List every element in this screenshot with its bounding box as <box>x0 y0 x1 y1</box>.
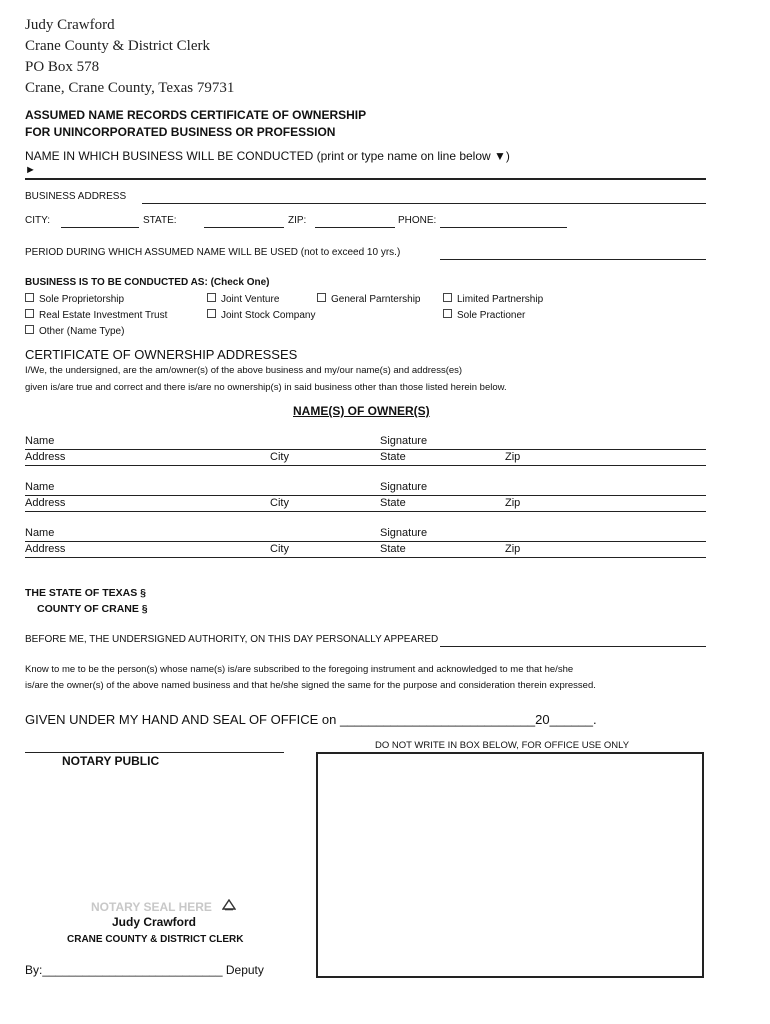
option-sole-proprietorship[interactable]: Sole Proprietorship <box>25 293 124 305</box>
certificate-text-1: I/We, the undersigned, are the am/owner(s) of the above business and my/our name(s) and address(es) <box>25 365 463 376</box>
owner-name-label: Name <box>25 481 55 493</box>
state-label: STATE: <box>143 215 177 226</box>
business-address-line[interactable] <box>142 203 706 204</box>
appeared-line[interactable] <box>440 646 706 647</box>
state-of-texas: THE STATE OF TEXAS § <box>25 587 146 599</box>
form-title-line2: FOR UNINCORPORATED BUSINESS OR PROFESSION <box>25 125 336 139</box>
office-use-box <box>316 752 704 978</box>
certificate-text-2: given is/are true and correct and there is/are no ownership(s) in said business other than those listed herein below. <box>25 382 507 393</box>
owner-city-label: City <box>270 497 289 509</box>
owner-zip-label: Zip <box>505 451 521 463</box>
owner-zip-label: Zip <box>505 497 521 509</box>
office-use-label: DO NOT WRITE IN BOX BELOW, FOR OFFICE USE ONLY <box>375 740 630 751</box>
checkbox-icon[interactable] <box>317 293 326 302</box>
owner-name-line[interactable] <box>25 449 706 450</box>
acknowledgement-line-2: is/are the owner(s) of the above named business and that he/she signed the same for the purpose and consideration therein expressed. <box>25 680 596 691</box>
signer-title: CRANE COUNTY & DISTRICT CLERK <box>67 934 244 945</box>
option-other[interactable]: Other (Name Type) <box>25 325 124 337</box>
acknowledgement-line-1: Know to me to be the person(s) whose name(s) is/are subscribed to the foregoing instrument and acknowledged to me that he/she <box>25 664 574 675</box>
checkbox-icon[interactable] <box>207 309 216 318</box>
clerk-office: Crane County & District Clerk <box>25 38 210 54</box>
period-line[interactable] <box>440 259 706 260</box>
owner-address-label: Address <box>25 497 66 509</box>
signer-name: Judy Crawford <box>112 915 197 929</box>
option-sole-practioner[interactable]: Sole Practioner <box>443 309 525 321</box>
owner-name-line[interactable] <box>25 495 706 496</box>
owner-name-line[interactable] <box>25 541 706 542</box>
phone-line[interactable] <box>440 227 567 228</box>
zip-label: ZIP: <box>288 215 307 226</box>
seal-triangle-icon <box>222 898 236 916</box>
owner-address-line[interactable] <box>25 557 706 558</box>
business-name-label: NAME IN WHICH BUSINESS WILL BE CONDUCTED (print or type name on line below ▼) <box>25 149 510 163</box>
owner-city-label: City <box>270 543 289 555</box>
given-under-hand[interactable]: GIVEN UNDER MY HAND AND SEAL OF OFFICE on ___________________________20______. <box>25 712 597 727</box>
notary-signature-line[interactable] <box>25 752 284 753</box>
option-limited-partnership[interactable]: Limited Partnership <box>443 293 543 305</box>
before-me-text: BEFORE ME, THE UNDERSIGNED AUTHORITY, ON THIS DAY PERSONALLY APPEARED <box>25 634 439 645</box>
owner-city-label: City <box>270 451 289 463</box>
period-label: PERIOD DURING WHICH ASSUMED NAME WILL BE USED (not to exceed 10 yrs.) <box>25 247 401 258</box>
certificate-heading: CERTIFICATE OF OWNERSHIP ADDRESSES <box>25 347 298 362</box>
checkbox-icon[interactable] <box>25 325 34 334</box>
owner-address-label: Address <box>25 543 66 555</box>
city-line[interactable] <box>61 227 139 228</box>
option-general-partnership[interactable]: General Parntership <box>317 293 421 305</box>
checkbox-icon[interactable] <box>443 293 452 302</box>
po-box: PO Box 578 <box>25 59 100 75</box>
checkbox-icon[interactable] <box>25 309 34 318</box>
checkbox-icon[interactable] <box>443 309 452 318</box>
owner-state-label: State <box>380 497 406 509</box>
option-joint-venture[interactable]: Joint Venture <box>207 293 279 305</box>
city-address: Crane, Crane County, Texas 79731 <box>25 80 235 96</box>
city-label: CITY: <box>25 215 51 226</box>
owner-address-line[interactable] <box>25 465 706 466</box>
zip-line[interactable] <box>315 227 395 228</box>
owner-signature-label: Signature <box>380 481 428 493</box>
business-address-label: BUSINESS ADDRESS <box>25 191 127 202</box>
notary-public-label: NOTARY PUBLIC <box>62 754 160 768</box>
pointer-icon: ► <box>25 164 36 176</box>
clerk-name: Judy Crawford <box>25 17 115 33</box>
owner-signature-label: Signature <box>380 435 428 447</box>
owner-address-line[interactable] <box>25 511 706 512</box>
owner-zip-label: Zip <box>505 543 521 555</box>
owner-state-label: State <box>380 451 406 463</box>
phone-label: PHONE: <box>398 215 437 226</box>
owner-state-label: State <box>380 543 406 555</box>
option-real-estate-trust[interactable]: Real Estate Investment Trust <box>25 309 167 321</box>
business-name-line[interactable] <box>25 178 706 180</box>
checkbox-icon[interactable] <box>25 293 34 302</box>
state-line[interactable] <box>204 227 284 228</box>
county-of-crane: COUNTY OF CRANE § <box>37 603 148 615</box>
option-joint-stock[interactable]: Joint Stock Company <box>207 309 316 321</box>
deputy-signature[interactable]: By:___________________________ Deputy <box>25 963 264 977</box>
checkbox-icon[interactable] <box>207 293 216 302</box>
notary-seal-label: NOTARY SEAL HERE <box>91 900 212 914</box>
owner-address-label: Address <box>25 451 66 463</box>
form-title-line1: ASSUMED NAME RECORDS CERTIFICATE OF OWNERSHIP <box>25 108 367 122</box>
owners-heading: NAME(S) OF OWNER(S) <box>293 404 430 418</box>
owner-signature-label: Signature <box>380 527 428 539</box>
owner-name-label: Name <box>25 527 55 539</box>
owner-name-label: Name <box>25 435 55 447</box>
business-type-heading: BUSINESS IS TO BE CONDUCTED AS: (Check One) <box>25 277 270 288</box>
